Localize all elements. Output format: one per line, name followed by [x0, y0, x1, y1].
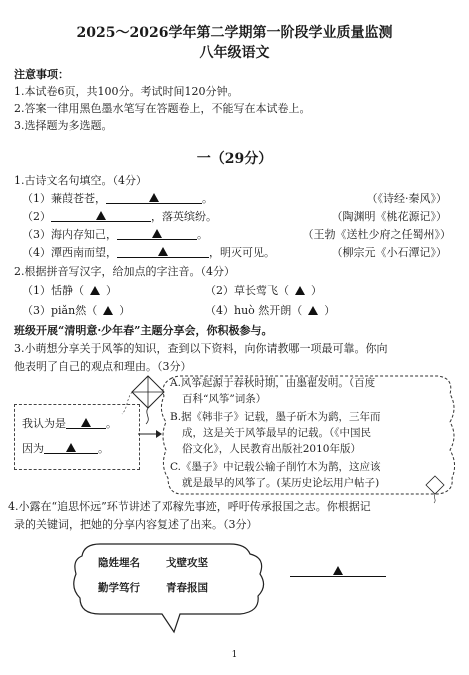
triangle-icon[interactable]: [308, 306, 318, 315]
triangle-icon: [96, 211, 106, 220]
keyword-4: 青春报国: [166, 582, 208, 594]
page-number: 1: [231, 650, 238, 660]
triangle-icon: [81, 418, 91, 427]
q1-line-post: 。: [202, 192, 213, 205]
q2-item-num: （1）: [22, 284, 51, 297]
q1-line-num: （3）: [22, 228, 51, 241]
q3-answer-box: [14, 404, 140, 470]
q3-stem-line2: 他表明了自己的观点和理由。（3分）: [14, 360, 192, 373]
q1-line-post: ，明灭可见。: [209, 246, 275, 259]
triangle-icon[interactable]: [90, 286, 100, 295]
q4-stem-line2: 录的关键词，把她的分享内容复述了出来。（3分）: [14, 518, 258, 531]
q2-item-2: [205, 282, 322, 298]
q3-box-line-1: [22, 415, 117, 431]
answer-blank[interactable]: [106, 191, 202, 204]
triangle-icon[interactable]: [295, 286, 305, 295]
answer-blank[interactable]: [117, 227, 197, 240]
q2-item-4: [205, 302, 335, 318]
answer-blank[interactable]: [117, 245, 209, 258]
q4-answer-blank[interactable]: [290, 564, 386, 577]
q2-item-3: [22, 302, 130, 318]
q2-item-pre: piǎn然（: [51, 304, 98, 317]
q3-option-c-line2: 就是最早的风筝了。(某历史论坛用户帖子): [182, 477, 380, 489]
q1-line-4: [22, 244, 275, 260]
notice-item-3: 3.选择题为多选题。: [14, 119, 113, 132]
answer-blank[interactable]: [51, 209, 151, 222]
triangle-icon: [152, 229, 162, 238]
q3-option-a-line2: 百科“风筝”词条）: [182, 393, 267, 405]
triangle-icon: [333, 566, 343, 575]
q1-line-3: [22, 226, 208, 242]
q3-option-a-line1: A.风筝起源于春秋时期，由墨翟发明。（百度: [170, 377, 376, 389]
answer-blank[interactable]: [66, 416, 106, 429]
q2-item-num: （4）: [205, 304, 234, 317]
q1-line-pre: 蒹葭苍苍，: [51, 192, 106, 205]
small-kite-illustration: [420, 474, 450, 504]
exam-subtitle: 八年级语文: [199, 45, 270, 61]
q2-item-post: ）: [119, 304, 131, 317]
q2-item-1: [22, 282, 117, 298]
answer-blank[interactable]: [44, 441, 98, 454]
q1-source-3: （王勃《送杜少府之任蜀州》）: [302, 228, 451, 241]
notice-item-2: 2.答案一律用黑色墨水笔写在答题卷上，不能写在本试卷上。: [14, 102, 311, 115]
q3-box-label-2: 因为: [22, 442, 44, 455]
triangle-icon: [66, 443, 76, 452]
triangle-icon[interactable]: [103, 306, 113, 315]
triangle-icon: [149, 193, 159, 202]
q1-line-post: ，落英缤纷。: [151, 210, 217, 223]
keyword-1: 隐姓埋名: [98, 557, 140, 569]
q2-item-num: （3）: [22, 304, 51, 317]
q1-stem: 1.古诗文名句填空。（4分）: [14, 174, 147, 187]
q1-line-post: 。: [197, 228, 208, 241]
q2-item-num: （2）: [205, 284, 234, 297]
q2-item-pre: 恬静（: [51, 284, 84, 297]
keyword-2: 戈壁攻坚: [166, 557, 208, 569]
q3-box-label-1: 我认为是: [22, 417, 66, 430]
kite-tail: [146, 408, 148, 424]
q2-item-post: ）: [324, 304, 336, 317]
q1-source-2: （陶渊明《桃花源记》）: [331, 210, 447, 223]
q1-line-pre: 海内存知己，: [51, 228, 117, 241]
q1-line-2: [22, 208, 217, 224]
q1-line-1: [22, 190, 213, 206]
keyword-3: 勤学笃行: [98, 582, 140, 594]
triangle-icon: [158, 247, 168, 256]
section-heading: 一（29分）: [196, 151, 273, 167]
activity-intro: 班级开展“清明意·少年春”主题分享会，你积极参与。: [14, 324, 273, 337]
notice-item-1: 1.本试卷6页，共100分。考试时间120分钟。: [14, 85, 239, 98]
q1-line-pre: 潭西南而望，: [51, 246, 117, 259]
q1-source-1: （《诗经·秦风》）: [366, 192, 447, 205]
q2-stem: 2.根据拼音写汉字，给加点的字注音。（4分）: [14, 265, 235, 278]
q2-item-pre: 草长莺飞（: [234, 284, 289, 297]
q4-stem-line1: 4.小露在“追思怀远”环节讲述了邓稼先事迹，呼吁传承报国之志。你根据记: [8, 500, 371, 513]
q3-box-period: 。: [106, 417, 117, 430]
q3-option-b-line1: B.据《韩非子》记载，墨子斫木为鹞，三年而: [170, 411, 381, 423]
q1-source-4: （柳宗元《小石潭记》）: [331, 246, 447, 259]
exam-title: 2025～2026学年第二学期第一阶段学业质量监测: [76, 25, 393, 41]
notice-heading: 注意事项：: [14, 68, 69, 81]
q3-stem-line1: 3.小萌想分享关于风筝的知识，查到以下资料，向你请教哪一项最可靠。你向: [14, 342, 388, 355]
q3-option-c-line1: C.《墨子》中记载公输子削竹木为鹊，这应该: [170, 461, 381, 473]
q2-item-pre: huò 然开朗（: [234, 304, 303, 317]
q2-item-post: ）: [311, 284, 322, 297]
q3-option-b-line2: 成，这是关于风筝最早的记载。（《中国民: [182, 427, 371, 439]
q3-box-period: 。: [98, 442, 109, 455]
q2-item-post: ）: [106, 284, 117, 297]
q1-line-num: （4）: [22, 246, 51, 259]
q3-option-b-line3: 俗文化》，人民教育出版社2010年版）: [182, 443, 361, 455]
q3-box-line-2: [22, 440, 109, 456]
q1-line-num: （2）: [22, 210, 51, 223]
q1-line-num: （1）: [22, 192, 51, 205]
